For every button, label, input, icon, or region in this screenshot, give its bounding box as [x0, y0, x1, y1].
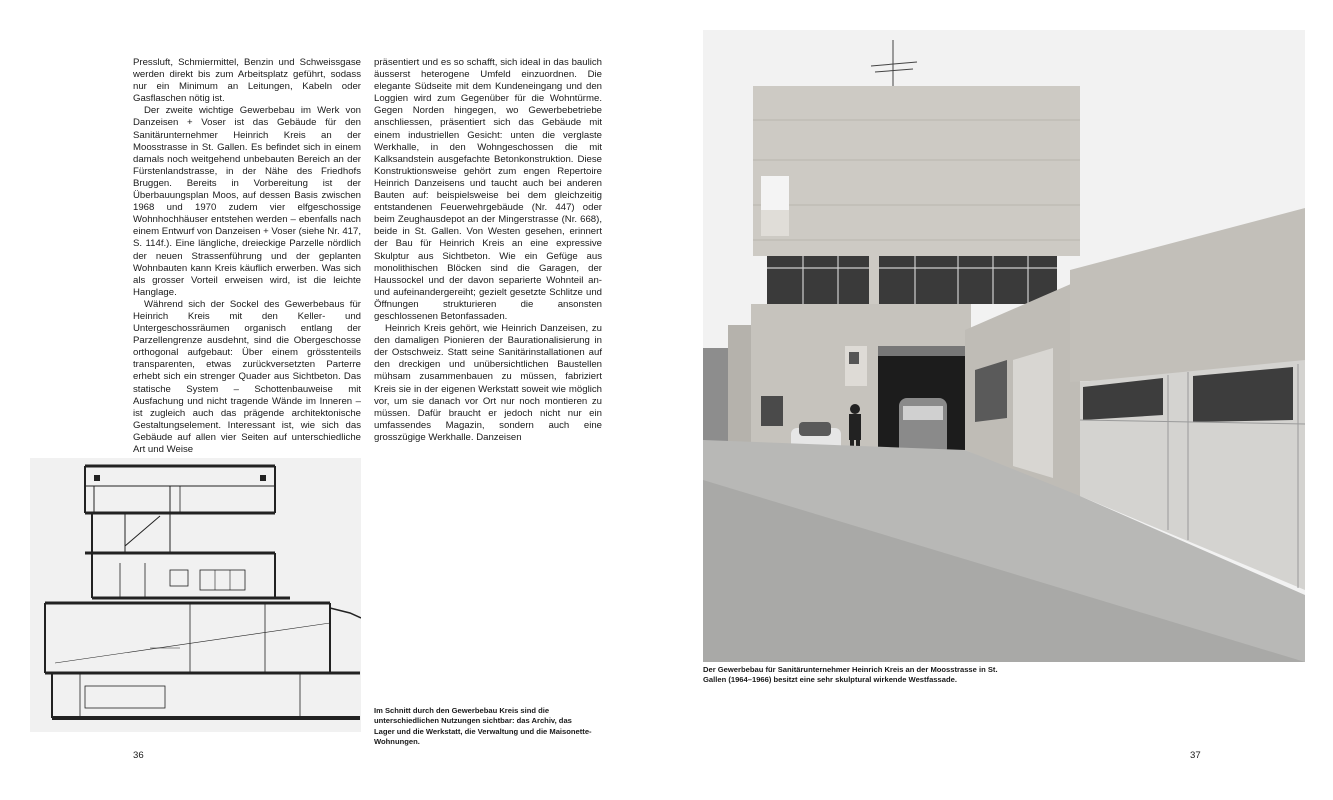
- page-number-right: 37: [1190, 750, 1201, 761]
- building-photograph: [703, 30, 1305, 662]
- section-caption: Im Schnitt durch den Gewerbebau Kreis sind die unterschiedlichen Nutzungen sichtbar: das Archiv, das Lager und die Werkstatt, die Verwaltung und die Maisonette-Wohnungen.: [374, 706, 592, 747]
- paragraph: präsentiert und es so schafft, sich ideal in das baulich äusserst heterogene Umfeld einzuordnen. Die elegante Südseite mit dem Kundeneingang und den Loggien wird zum Gegenüber für die Wohntürme. Gegen Norden hingegen, wo Gewerbebetriebe anschliessen, präsentiert sich das Gebäude mit einem industriellen Gesicht: unten die verglaste Werkhalle, in den Wohngeschossen die mit Kalksandstein ausgefachte Betonkonstruktion. Diese Konstruktionsweise gehört zum engen Repertoire Heinrich Danzeisens und taucht auch bei anderen Bauten auf: beispielsweise bei dem gleichzeitig entstandenen Feuerwehrgebäude (Nr. 447) oder beim Zeughausdepot an der Mingerstrasse (Nr. 668), beide in St. Gallen. Von Westen gesehen, erinnert der Bau für Heinrich Kreis an eine expressive Skulptur aus Sichtbeton. Wie ein Gefüge aus monolithischen Blöcken sind die Garagen, der Haussockel und der davon separierte Wohnteil an- und aufeinandergereiht; gezielt gesetzte Schlitze und Öffnungen strukturieren die ansonsten geschlossenen Betonfassaden.: [374, 57, 602, 322]
- paragraph: Heinrich Kreis gehört, wie Heinrich Danzeisen, zu den damaligen Pionieren der Baurationalisierung in der Ostschweiz. Statt seine Sanitärinstallationen auf den dreckigen und unübersichtlichen Baustellen mühsam zusammenbauen zu müssen, fabriziert Kreis sie in der eigenen Werkstatt soweit wie möglich vor, um sie danach vor Ort nur noch montieren zu müssen. Dafür braucht er jedoch nicht nur ein umfassendes Magazin, sondern auch eine grosszügige Werkhalle. Danzeisen: [374, 323, 602, 443]
- text-column-2: [374, 57, 602, 444]
- page-number-left: 36: [133, 750, 144, 761]
- paragraph: Der zweite wichtige Gewerbebau im Werk von Danzeisen + Voser ist das Gebäude für den Sanitärunternehmer Heinrich Kreis an der Moosstrasse in St. Gallen. Es befindet sich in einem damals noch weitgehend unbebauten Bereich an der Fürstenlandstrasse, in der Nähe des Friedhofs Bruggen. Bereits in Vorbereitung ist der Überbauungsplan Moos, auf dessen Basis zwischen 1968 und 1970 zudem vier elfgeschossige Wohnhochhäuser entstehen werden – ebenfalls nach einem Entwurf von Danzeisen + Voser (siehe Nr. 417, S. 114f.). Eine längliche, dreieckige Parzelle nördlich der neuen Strassenführung und der geplanten Wohnbauten kann Kreis käuflich erwerben. Was sich als grosser Vorteil erweisen wird, ist die leichte Hanglage.: [133, 105, 361, 298]
- text-column-1: [133, 57, 361, 456]
- building-section-drawing: [30, 458, 361, 732]
- paragraph: Pressluft, Schmiermittel, Benzin und Schweissgase werden direkt bis zum Arbeitsplatz geführt, sodass nur ein Minimum an Leitungen, Kabeln oder Gasflaschen nötig ist.: [133, 57, 361, 105]
- photo-caption: Der Gewerbebau für Sanitärunternehmer Heinrich Kreis an der Moosstrasse in St. Gallen (1964–1966) besitzt eine sehr skulptural wirkende Westfassade.: [703, 665, 998, 685]
- paragraph: Während sich der Sockel des Gewerbebaus für Heinrich Kreis mit den Keller- und Untergeschossräumen organisch entlang der Parzellengrenze ausdehnt, sind die Obergeschosse orthogonal aufgebaut: Über einem grösstenteils transparenten, etwas zurückversetzten Parterre erhebt sich ein strenger Quader aus Sichtbeton. Das statische System – Schottenbauweise mit Ausfachung und nicht tragende Wände im Inneren – ist zugleich auch das prägende architektonische Gestaltungselement. Interessant ist, wie sich das Gebäude auf allen vier Seiten auf unterschiedliche Art und Weise: [133, 298, 361, 455]
- section-drawing-svg: [30, 458, 361, 732]
- photo-svg: [703, 30, 1305, 662]
